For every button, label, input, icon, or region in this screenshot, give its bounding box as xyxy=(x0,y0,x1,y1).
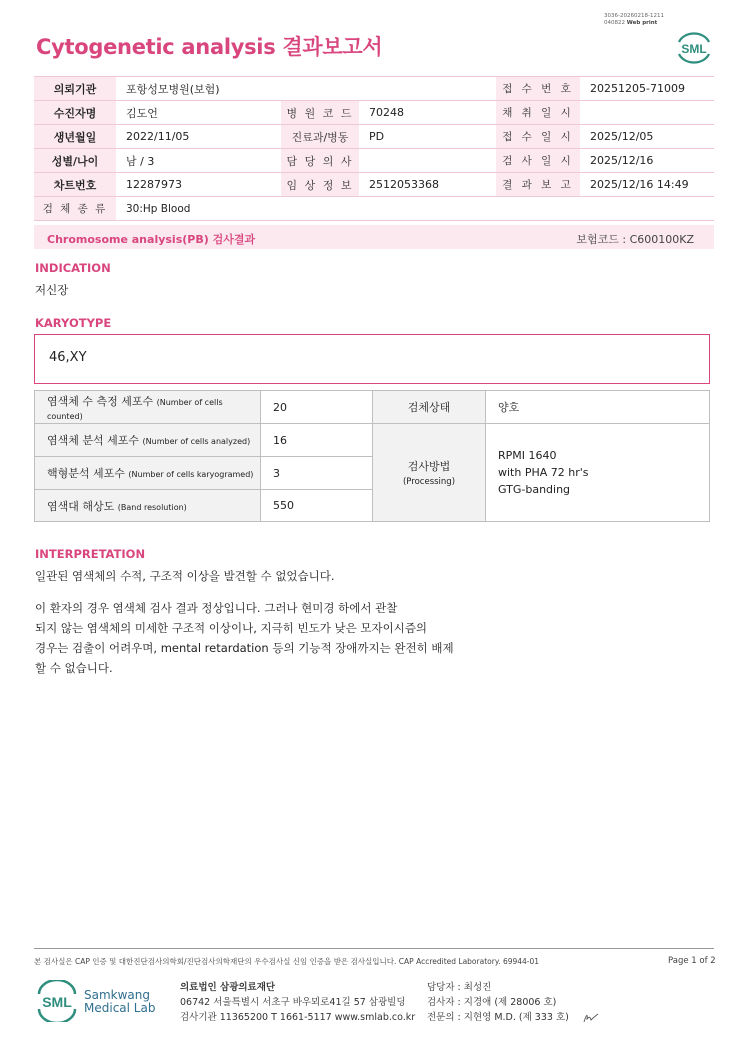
chart-no-value: 12287973 xyxy=(116,173,281,197)
corp-name: 의료법인 삼광의료재단 xyxy=(180,982,276,993)
patient-info-table xyxy=(34,76,714,221)
dob-value: 2022/11/05 xyxy=(116,125,281,149)
specimen-state-label: 검체상태 xyxy=(373,391,486,424)
dept-label: 진료과/병동 xyxy=(281,125,359,149)
result-section-bar xyxy=(34,225,714,249)
specimen-state-value: 양호 xyxy=(486,391,710,424)
interpretation-paragraph: 이 환자의 경우 염색체 검사 결과 정상입니다. 그러나 현미경 하에서 관찰 되지 않는 염색체의 미세한 구조적 이상이나, 지극히 빈도가 낮은 모자이시즘의 경우는 검출이 어려우며, mental retardation 등의 기능적 장애까지는 완전히 배제 할 수 없습니다. xyxy=(35,601,454,675)
sml-logo-icon xyxy=(675,28,713,66)
staff-specialist: 전문의 : 지현영 M.D. (제 333 호) xyxy=(427,1012,569,1023)
cells-analyzed-value: 16 xyxy=(261,424,373,457)
staff-manager: 담당자 : 최성진 xyxy=(427,982,492,993)
signature-icon xyxy=(582,1011,600,1025)
collect-date-value xyxy=(580,101,714,125)
method-label: 검사방법 (Processing) xyxy=(373,424,486,522)
collect-date-label: 채 취 일 시 xyxy=(496,101,580,125)
interpretation-line1: 일관된 염색체의 수적, 구조적 이상을 발견할 수 없었습니다. xyxy=(35,569,335,583)
print-code-line2: 040822 Web print xyxy=(604,20,658,26)
dob-label: 생년월일 xyxy=(34,125,116,149)
cells-karyogramed-value: 3 xyxy=(261,457,373,490)
hospital-value: 포항성모병원(보험) xyxy=(116,77,496,101)
hosp-code-label: 병 원 코 드 xyxy=(281,101,359,125)
svg-text:SML: SML xyxy=(681,42,707,56)
print-code xyxy=(604,13,664,27)
page-number: Page 1 of 2 xyxy=(668,956,716,966)
band-resolution-label: 염색대 해상도 (Band resolution) xyxy=(35,490,261,522)
cells-karyogramed-label: 핵형분석 세포수 (Number of cells karyogramed) xyxy=(35,457,261,490)
dept-value: PD xyxy=(359,125,496,149)
hosp-code-value: 70248 xyxy=(359,101,496,125)
clinical-label: 임 상 정 보 xyxy=(281,173,359,197)
footer-divider xyxy=(34,948,714,949)
receipt-date-label: 접 수 일 시 xyxy=(496,125,580,149)
accreditation-note: 본 검사실은 CAP 인증 및 대한진단검사의학회/진단검사의학재단의 우수검사실 신임 인증을 받은 검사실입니다. CAP Accredited Laboratory. 69944-01 xyxy=(34,957,540,966)
receipt-no-value: 20251205-71009 xyxy=(580,77,714,101)
corp-address: 06742 서울특별시 서초구 바우뫼로41길 57 삼광빌딩 xyxy=(180,997,406,1008)
sml-footer-logo-icon xyxy=(36,980,78,1022)
staff-tester: 검사자 : 지경애 (제 28006 호) xyxy=(427,997,557,1008)
cells-counted-value: 20 xyxy=(261,391,373,424)
insurance-code: 보험코드 : C600100KZ xyxy=(576,233,694,246)
karyotype-value: 46,XY xyxy=(49,350,87,365)
cells-analyzed-label: 염색체 분석 세포수 (Number of cells analyzed) xyxy=(35,424,261,457)
test-date-label: 검 사 일 시 xyxy=(496,149,580,173)
report-date-label: 결 과 보 고 xyxy=(496,173,580,197)
sex-age-value: 남 / 3 xyxy=(116,149,281,173)
interpretation-heading: INTERPRETATION xyxy=(35,547,146,561)
band-resolution-value: 550 xyxy=(261,490,373,522)
test-date-value: 2025/12/16 xyxy=(580,149,714,173)
report-title: Cytogenetic analysis 결과보고서 xyxy=(36,35,383,59)
svg-text:SML: SML xyxy=(42,994,72,1010)
corp-info xyxy=(180,980,415,1025)
corp-contact: 검사기관 11365200 T 1661-5117 www.smlab.co.kr xyxy=(180,1012,416,1023)
specimen-value: 30:Hp Blood xyxy=(116,197,714,221)
cell-stats-table xyxy=(34,390,710,522)
report-date-value: 2025/12/16 14:49 xyxy=(580,173,714,197)
footer-logo-name: Samkwang Medical Lab xyxy=(84,988,156,1015)
name-value: 김도언 xyxy=(116,101,281,125)
staff-info xyxy=(427,980,569,1025)
name-label: 수진자명 xyxy=(34,101,116,125)
sex-age-label: 성별/나이 xyxy=(34,149,116,173)
chart-no-label: 차트번호 xyxy=(34,173,116,197)
receipt-no-label: 접 수 번 호 xyxy=(496,77,580,101)
hospital-label: 의뢰기관 xyxy=(34,77,116,101)
karyotype-box xyxy=(34,334,710,384)
clinical-value: 2512053368 xyxy=(359,173,496,197)
indication-text: 저신장 xyxy=(35,283,69,297)
print-code-line1: 3036-20260218-1211 xyxy=(604,13,664,19)
doctor-label: 담 당 의 사 xyxy=(281,149,359,173)
doctor-value xyxy=(359,149,496,173)
receipt-date-value: 2025/12/05 xyxy=(580,125,714,149)
karyotype-heading: KARYOTYPE xyxy=(35,316,112,330)
result-section-title: Chromosome analysis(PB) 검사결과 xyxy=(47,233,256,246)
specimen-label: 검 체 종 류 xyxy=(34,197,116,221)
method-value: RPMI 1640 with PHA 72 hr's GTG-banding xyxy=(486,424,710,522)
indication-heading: INDICATION xyxy=(35,261,111,275)
cells-counted-label: 염색체 수 측정 세포수 (Number of cells counted) xyxy=(35,391,261,424)
